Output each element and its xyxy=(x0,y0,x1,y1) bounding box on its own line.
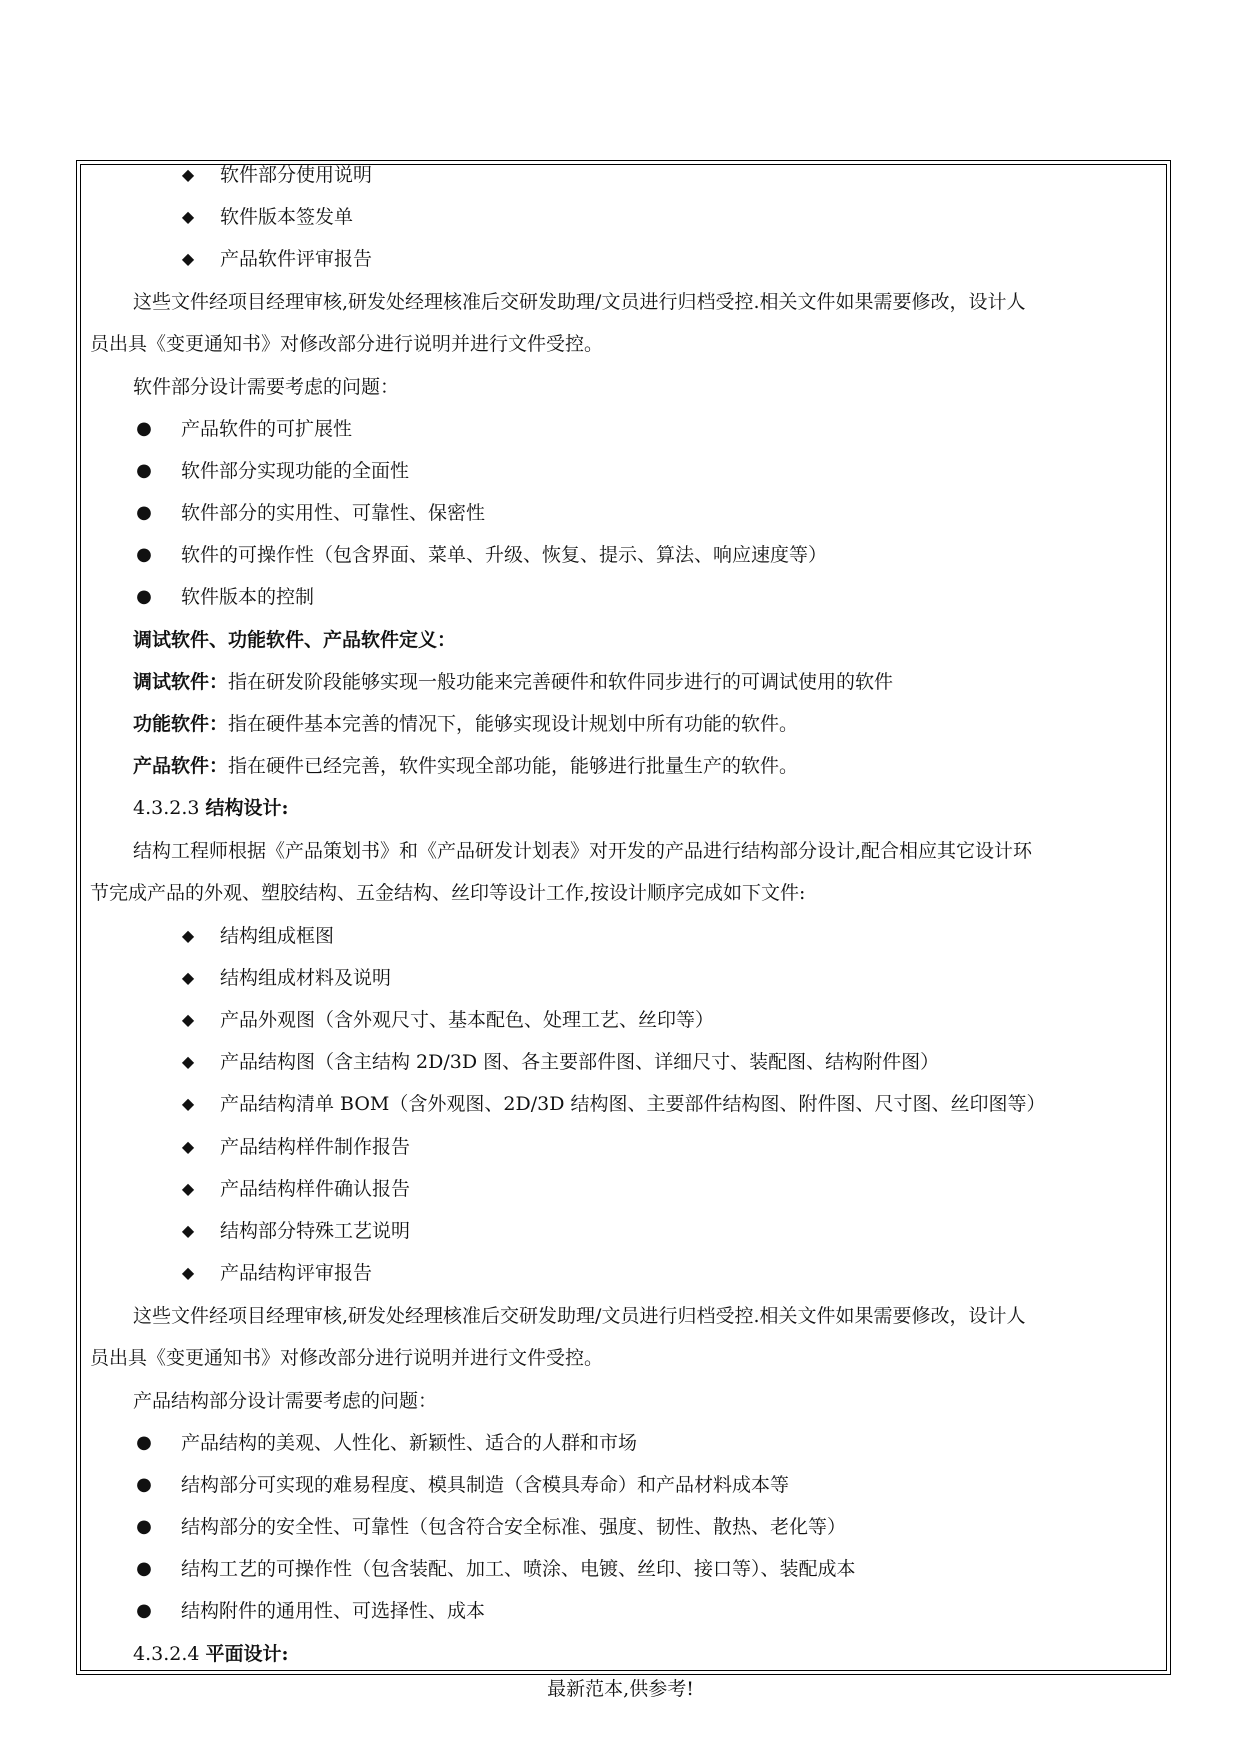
list-item: ◆ 产品结构样件确认报告 xyxy=(220,1177,1161,1201)
dot-bullet-icon: ● xyxy=(136,1558,152,1579)
paragraph-line: 这些文件经项目经理审核,研发处经理核准后交研发助理/文员进行归档受控.相关文件如果需要修改，设计人 xyxy=(133,1305,1026,1327)
section-heading: 4.3.2.4 平面设计: xyxy=(133,1643,289,1665)
diamond-bullet-icon: ◆ xyxy=(181,926,195,945)
list-item: ● 结构附件的通用性、可选择性、成本 xyxy=(181,1599,1161,1623)
paragraph-line: 员出具《变更通知书》对修改部分进行说明并进行文件受控。 xyxy=(90,1347,604,1369)
diamond-bullet-icon: ◆ xyxy=(181,1010,195,1029)
section-heading: 4.3.2.3 结构设计: xyxy=(133,797,289,819)
diamond-bullet-icon: ◆ xyxy=(181,249,195,268)
list-item: ● 结构部分可实现的难易程度、模具制造（含模具寿命）和产品材料成本等 xyxy=(181,1473,1161,1497)
definition-debug: 调试软件：指在研发阶段能够实现一般功能来完善硬件和软件同步进行的可调试使用的软件 xyxy=(133,671,894,693)
dot-bullet-icon: ● xyxy=(136,1600,152,1621)
list-item: ◆ 产品外观图（含外观尺寸、基本配色、处理工艺、丝印等） xyxy=(220,1008,1161,1032)
diamond-bullet-icon: ◆ xyxy=(181,1179,195,1198)
dot-bullet-icon: ● xyxy=(136,502,152,523)
definition-product: 产品软件：指在硬件已经完善，软件实现全部功能，能够进行批量生产的软件。 xyxy=(133,755,799,777)
list-item: ◆ 软件部分使用说明 xyxy=(220,163,1161,187)
list-item: ◆ 产品结构清单 BOM（含外观图、2D/3D 结构图、主要部件结构图、附件图、尺寸图、丝印图等） xyxy=(220,1092,1161,1116)
diamond-bullet-icon: ◆ xyxy=(181,1094,195,1113)
list-item: ● 产品结构的美观、人性化、新颖性、适合的人群和市场 xyxy=(181,1431,1161,1455)
paragraph-line: 员出具《变更通知书》对修改部分进行说明并进行文件受控。 xyxy=(90,333,604,355)
definitions-title: 调试软件、功能软件、产品软件定义： xyxy=(133,629,457,651)
diamond-bullet-icon: ◆ xyxy=(181,1052,195,1071)
list-item: ◆ 结构部分特殊工艺说明 xyxy=(220,1219,1161,1243)
definition-functional: 功能软件：指在硬件基本完善的情况下，能够实现设计规划中所有功能的软件。 xyxy=(133,713,799,735)
dot-bullet-icon: ● xyxy=(136,1474,152,1495)
list-item: ● 软件的可操作性（包含界面、菜单、升级、恢复、提示、算法、响应速度等） xyxy=(181,543,1161,567)
list-item: ◆ 结构组成材料及说明 xyxy=(220,966,1161,990)
paragraph-line: 这些文件经项目经理审核,研发处经理核准后交研发助理/文员进行归档受控.相关文件如果需要修改，设计人 xyxy=(133,291,1026,313)
dot-bullet-icon: ● xyxy=(136,418,152,439)
structure-considerations-title: 产品结构部分设计需要考虑的问题： xyxy=(133,1390,438,1412)
page-footer: 最新范本,供参考! xyxy=(547,1678,694,1700)
list-item: ◆ 软件版本签发单 xyxy=(220,205,1161,229)
paragraph-line: 节完成产品的外观、塑胶结构、五金结构、丝印等设计工作,按设计顺序完成如下文件: xyxy=(90,882,806,904)
diamond-bullet-icon: ◆ xyxy=(181,1221,195,1240)
list-item: ● 结构部分的安全性、可靠性（包含符合安全标准、强度、韧性、散热、老化等） xyxy=(181,1515,1161,1539)
dot-bullet-icon: ● xyxy=(136,1432,152,1453)
list-item: ◆ 结构组成框图 xyxy=(220,924,1161,948)
diamond-bullet-icon: ◆ xyxy=(181,1263,195,1282)
diamond-bullet-icon: ◆ xyxy=(181,968,195,987)
diamond-bullet-icon: ◆ xyxy=(181,165,195,184)
dot-bullet-icon: ● xyxy=(136,460,152,481)
list-item: ● 软件部分的实用性、可靠性、保密性 xyxy=(181,501,1161,525)
dot-bullet-icon: ● xyxy=(136,544,152,565)
software-considerations-title: 软件部分设计需要考虑的问题： xyxy=(133,376,400,398)
list-item: ● 软件版本的控制 xyxy=(181,585,1161,609)
paragraph-line: 结构工程师根据《产品策划书》和《产品研发计划表》对开发的产品进行结构部分设计,配合相应其它设计环 xyxy=(133,840,1033,862)
list-item: ◆ 产品结构样件制作报告 xyxy=(220,1135,1161,1159)
list-item: ◆ 产品结构评审报告 xyxy=(220,1261,1161,1285)
list-item: ● 结构工艺的可操作性（包含装配、加工、喷涂、电镀、丝印、接口等）、装配成本 xyxy=(181,1557,1161,1581)
list-item: ● 产品软件的可扩展性 xyxy=(181,417,1161,441)
dot-bullet-icon: ● xyxy=(136,586,152,607)
list-item: ● 软件部分实现功能的全面性 xyxy=(181,459,1161,483)
diamond-bullet-icon: ◆ xyxy=(181,207,195,226)
diamond-bullet-icon: ◆ xyxy=(181,1137,195,1156)
list-item: ◆ 产品结构图（含主结构 2D/3D 图、各主要部件图、详细尺寸、装配图、结构附件图） xyxy=(220,1050,1161,1074)
list-item: ◆ 产品软件评审报告 xyxy=(220,247,1161,271)
dot-bullet-icon: ● xyxy=(136,1516,152,1537)
